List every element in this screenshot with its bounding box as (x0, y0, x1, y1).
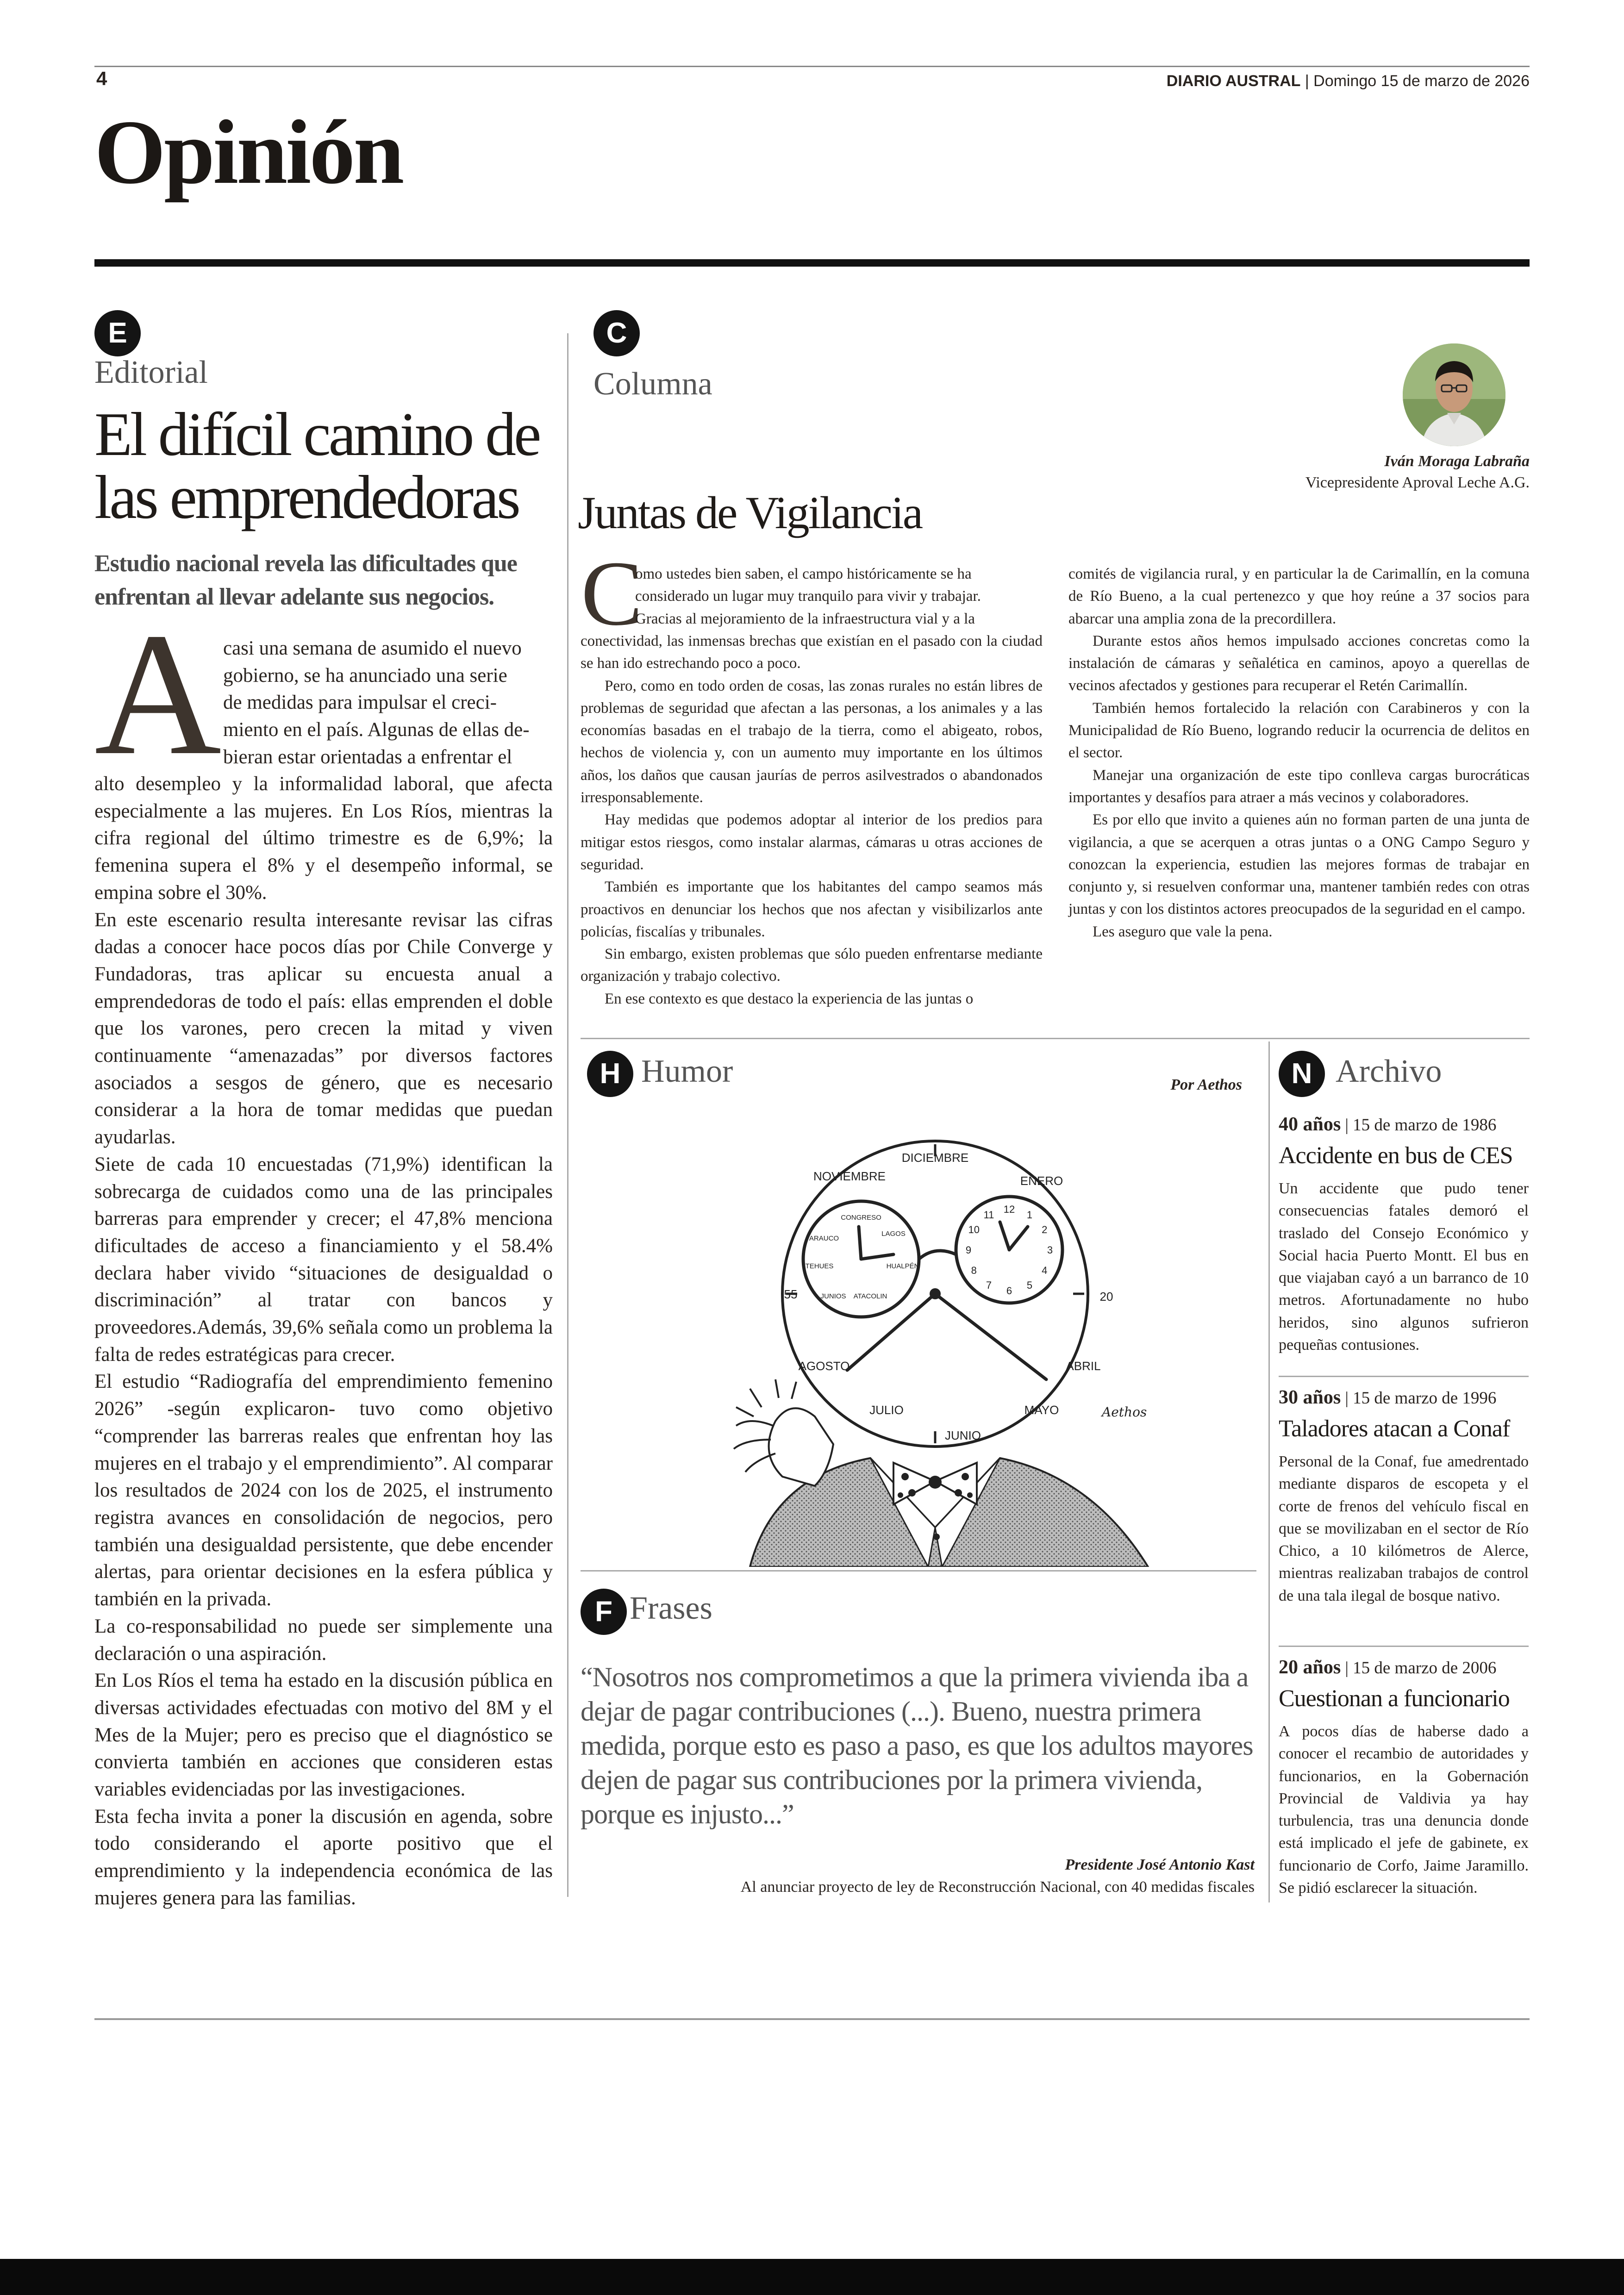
editorial-subhead-line1: Estudio nacional revela las dificultades que (94, 550, 517, 577)
cartoon-signature: Aethos (1102, 1404, 1147, 1420)
humor-kicker: Humor (641, 1054, 733, 1089)
lens-label: CONGRESO (841, 1214, 881, 1222)
editorial-paragraph: En Los Ríos el tema ha estado en la discusión pública en diversas actividades efectuadas con motivo del 8M y el Mes de la Mujer; pero es preciso que el diagnóstico se convierta también en acciones que consideren estas variables evidenciadas por las investigaciones. (94, 1670, 553, 1801)
archivo-date: 30 años | 15 de marzo de 1996 (1279, 1387, 1497, 1408)
section-title: Opinión (94, 101, 403, 203)
editorial-paragraph: En este escenario resulta interesante revisar las cifras dadas a conocer hace pocos días por Chile Converge y Fundadoras, tras aplicar su encuesta anual a emprendedoras de todo el país: ellas emprenden el doble que los varones, pero crecen la mitad y viven continuamente “amenazadas” por diversos factores asociados a sesgos de género, que es necesario considerar a la hora de tomar medidas que puedan ayudarlas. (94, 909, 553, 1148)
month-label: JUNIO (945, 1428, 981, 1442)
lens-numeral: 8 (971, 1265, 977, 1276)
editorial-lead (223, 635, 547, 771)
editorial-paragraph: Esta fecha invita a poner la discusión en agenda, sobre todo considerando el aporte positivo que el emprendimiento y la independencia económica de las mujeres genera para las familias. (94, 1805, 553, 1909)
lens-numeral: 12 (1003, 1204, 1015, 1215)
column-lead-line: Gracias al mejoramiento de la infraestructura vial y a la (635, 610, 975, 627)
editorial-drop-cap: A (94, 597, 222, 792)
section-thick-rule (94, 259, 1530, 267)
editorial-lead-line: casi una semana de asumido el nuevo (223, 637, 522, 659)
editorial-lead-line: miento en el país. Algunas de ellas de- (223, 719, 530, 741)
lens-numeral: 11 (983, 1209, 994, 1221)
month-label: AGOSTO (798, 1359, 850, 1373)
side-number: 55 (784, 1287, 798, 1301)
archivo-separator (1279, 1376, 1529, 1377)
column-lead (635, 563, 1043, 630)
archivo-badge: N (1279, 1051, 1325, 1097)
editorial-divider (567, 333, 568, 1897)
archivo-date-text: 15 de marzo de 2006 (1353, 1659, 1497, 1678)
archivo-years: 20 años (1279, 1657, 1341, 1678)
editorial-lead-line: bieran estar orientadas a enfrentar el (223, 746, 512, 768)
month-label: ABRIL (1066, 1359, 1101, 1373)
clock-center (930, 1288, 941, 1299)
hand (769, 1408, 833, 1486)
cartoon-drawing (676, 1120, 1176, 1567)
lens-numeral: 2 (1042, 1224, 1048, 1235)
archivo-item (1279, 1656, 1529, 1899)
column-paragraph: Hay medidas que podemos adoptar al interior de los predios para mitigar estos riesgos, como instalar alarmas, cámaras u otras acciones de seguridad. (581, 811, 1043, 873)
column-lead-line: omo ustedes bien saben, el campo históricamente se ha (635, 566, 972, 582)
lens-numeral: 9 (965, 1244, 972, 1256)
frases-badge: F (581, 1589, 627, 1635)
frases-kicker: Frases (630, 1590, 712, 1626)
archivo-date: 20 años | 15 de marzo de 2006 (1279, 1657, 1497, 1678)
editorial-badge: E (94, 310, 141, 356)
humor-byline: Por Aethos (1170, 1076, 1242, 1093)
side-number: 20 (1099, 1290, 1113, 1303)
header-top-rule (94, 66, 1530, 67)
archivo-item (1279, 1386, 1529, 1607)
editorial-headline-line2: las emprendedoras (94, 463, 518, 531)
column-paragraph: En ese contexto es que destaco la experiencia de las juntas o (605, 990, 974, 1007)
column-bottom-rule (581, 1038, 1530, 1039)
column-author-role: Vicepresidente Aproval Leche A.G. (1305, 474, 1530, 491)
editorial-headline (94, 400, 539, 531)
column-body-left (581, 630, 1043, 1010)
lens-numeral: 5 (1026, 1279, 1033, 1291)
lens-numeral: 10 (968, 1224, 980, 1235)
month-label: NOVIEMBRE (813, 1169, 886, 1183)
editorial-body (94, 771, 553, 1912)
editorial-paragraph: alto desempleo y la informalidad laboral, que afecta especialmente a las mujeres. En Los Ríos, mientras la cifra regional del último trimestre es de 6,9%; la femenina supera el 8% y el desempeño informal, se empina sobre el 30%. (94, 773, 553, 904)
column-drop-cap: C (581, 543, 643, 645)
column-badge: C (593, 310, 640, 356)
archivo-date-text: 15 de marzo de 1986 (1353, 1116, 1497, 1135)
column-paragraph: conectividad, las inmensas brechas que existían en el pasado con la ciudad se han ido estrechando poco a poco. (581, 633, 1043, 672)
archivo-kicker: Archivo (1336, 1054, 1442, 1089)
column-kicker: Columna (593, 366, 712, 402)
footer-rule (94, 2018, 1530, 2020)
column-author-name: Iván Moraga Labraña (1384, 453, 1530, 470)
column-paragraph: También hemos fortalecido la relación con Carabineros y con la Municipalidad de Río Bueno, logrando reducir la ocurrencia de delitos en el sector. (1068, 699, 1530, 761)
column-paragraph: Es por ello que invito a quienes aún no forman parten de una junta de vigilancia, a que se acerquen a otras juntas o a ONG Campo Seguro y conozcan la experiencia, estudien las mejores formas de trabajar en conjunto y, si resuelven conformar una, mantener también redes con otras juntas y con los distintos actores preocupados de la seguridad en el campo. (1068, 811, 1530, 918)
publication-date: Domingo 15 de marzo de 2026 (1313, 72, 1530, 90)
lens-label: JUNIOS (820, 1292, 846, 1300)
masthead (1167, 72, 1530, 90)
page-number: 4 (96, 68, 107, 89)
column-paragraph: Sin embargo, existen problemas que sólo pueden enfrentarse mediante organización y trabajo colectivo. (581, 946, 1043, 985)
lens-label: LAGOS (881, 1230, 906, 1238)
frases-context: Al anunciar proyecto de ley de Reconstrucción Nacional, con 40 medidas fiscales (740, 1878, 1255, 1896)
lens-label: ATACOLIN (853, 1292, 887, 1300)
lens-numeral: 7 (986, 1279, 992, 1291)
frases-quote: “Nosotros nos comprometimos a que la primera vivienda iba a dejar de pagar contribuciones (...). Bueno, nuestra primera medida, porque esto es paso a paso, es que los adultos mayores dejen de pagar sus contribuciones por la primera vivienda, porque es injusto...” (581, 1662, 1253, 1829)
newspaper-name: DIARIO AUSTRAL (1166, 72, 1301, 90)
month-label: JULIO (869, 1403, 904, 1417)
lens-numeral: 6 (1006, 1285, 1012, 1297)
month-label: ENERO (1020, 1174, 1063, 1188)
archivo-body: A pocos días de haberse dado a conocer el recambio de autoridades y funcionarios, en la Gobernación Provincial de Valdivia ya hay turbulencia, tras una denuncia donde está implicado el jefe de gabinete, ex funcionario de Corfo, Jaime Jaramillo. Se pidió esclarecer la situación. (1279, 1723, 1529, 1897)
editorial-subhead-line2: enfrentan al llevar adelante sus negocios. (94, 584, 494, 610)
lens-label: TEHUES (805, 1262, 834, 1270)
editorial-lead-line: de medidas para impulsar el creci- (223, 692, 497, 714)
frases-author: Presidente José Antonio Kast (1065, 1856, 1255, 1873)
archivo-body: Un accidente que pudo tener consecuencias fatales demoró el traslado del Consejo Económico y Social hacia Puerto Montt. El bus en que viajaban cayó a un barranco de 10 metros. Afortunadamente no hubo heridos, sino algunos sufrieron pequeñas contusiones. (1279, 1180, 1529, 1354)
lens-numeral: 3 (1047, 1244, 1053, 1256)
humor-bottom-rule (581, 1570, 1256, 1572)
bottom-band (0, 2259, 1624, 2295)
editorial-headline-line1: El difícil camino de (94, 400, 539, 468)
archivo-years: 40 años (1279, 1114, 1341, 1135)
editorial-paragraph: El estudio “Radiografía del emprendimiento femenino 2026” -según explicaron- tuvo como objetivo “comprender las barreras reales que enfrentan hoy las mujeres en el trabajo y el emprendimiento”. Al comparar los resultados de 2024 con los de 2025, el instrumento registra avances en consolidación de negocios, pero también una desigualdad persistente, que debe encender alertas, para orientar decisiones en la esfera pública y también en la privada. (94, 1371, 553, 1610)
lens-label: ARAUCO (809, 1235, 839, 1242)
column-headline: Juntas de Vigilancia (578, 487, 922, 538)
editorial-kicker: Editorial (94, 355, 208, 390)
column-lead-line: considerado un lugar muy tranquilo para vivir y trabajar. (635, 588, 981, 605)
editorial-paragraph: Siete de cada 10 encuestadas (71,9%) identifican la sobrecarga de cuidados como una de las principales barreras para emprender y crecer; el 47,8% menciona dificultades de acceso a financiamiento y el 58.4% declara haber vivido “situaciones de desigualdad o discriminación” al tratar con bancos y proveedores.Además, 39,6% señala como un problema la falta de redes estratégicas para crecer. (94, 1153, 553, 1366)
lens-numeral: 1 (1026, 1209, 1033, 1221)
masthead-separator: | (1300, 72, 1314, 90)
editorial-paragraph: La co-responsabilidad no puede ser simplemente una declaración o una aspiración. (94, 1615, 553, 1665)
cartoon (676, 1120, 1176, 1567)
month-label: MAYO (1024, 1403, 1059, 1417)
archivo-date-text: 15 de marzo de 1996 (1353, 1389, 1497, 1408)
archivo-item (1279, 1113, 1529, 1356)
column-paragraph: comités de vigilancia rural, y en particular la de Carimallín, en la comuna de Río Bueno, a la cual pertenezco y que hoy reúne a 37 socios para abarcar una amplia zona de la precordillera. (1068, 566, 1530, 627)
archivo-body: Personal de la Conaf, fue amedrentado mediante disparos de escopeta y el corte de frenos del vehículo fiscal en que se movilizaban en el sector de Río Chico, a 10 kilómetros de Alerce, mientras realizaban trabajos de control de una tala ilegal de bosque nativo. (1279, 1453, 1529, 1604)
shirt-button (933, 1534, 940, 1540)
column-body-right (1068, 563, 1530, 943)
column-paragraph: También es importante que los habitantes del campo seamos más proactivos en denunciar los hechos que nos afectan y visibilizarlos ante policías, fiscalías y tribunales. (581, 879, 1043, 940)
month-label: DICIEMBRE (901, 1151, 969, 1165)
archivo-divider (1268, 1041, 1270, 1902)
archivo-title: Taladores atacan a Conaf (1279, 1416, 1510, 1442)
column-paragraph: Les aseguro que vale la pena. (1093, 923, 1273, 940)
column-paragraph: Manejar una organización de este tipo conlleva cargas burocráticas importantes y desafíos para atraer a más vecinos y colaboradores. (1068, 767, 1530, 806)
archivo-title: Cuestionan a funcionario (1279, 1685, 1510, 1712)
lens-label: HUALPÉN (886, 1262, 919, 1270)
column-paragraph: Pero, como en todo orden de cosas, las zonas rurales no están libres de problemas de seguridad que afectan a las personas, a los animales y a las economías basadas en el trabajo de la tierra, como el abigeato, robos, hechos de violencia y, con un aumento muy importante en los últimos años, los daños que causan jaurías de perros asilvestrados o abandonados irresponsablemente. (581, 677, 1043, 806)
lens-numeral: 4 (1042, 1265, 1048, 1276)
author-photo (1403, 343, 1505, 446)
archivo-date: 40 años | 15 de marzo de 1986 (1279, 1114, 1497, 1135)
column-paragraph: Durante estos años hemos impulsado acciones concretas como la instalación de cámaras y señalética en caminos, apoyo a querellas de vecinos afectados y gestiones para recuperar el Retén Carimallín. (1068, 632, 1530, 694)
bow-tie-knot (929, 1476, 942, 1489)
archivo-title: Accidente en bus de CES (1279, 1142, 1513, 1169)
archivo-separator (1279, 1646, 1529, 1647)
humor-badge: H (587, 1051, 633, 1097)
editorial-lead-line: gobierno, se ha anunciado una serie (223, 664, 507, 686)
author-portrait-image (1403, 343, 1505, 446)
archivo-years: 30 años (1279, 1387, 1341, 1408)
